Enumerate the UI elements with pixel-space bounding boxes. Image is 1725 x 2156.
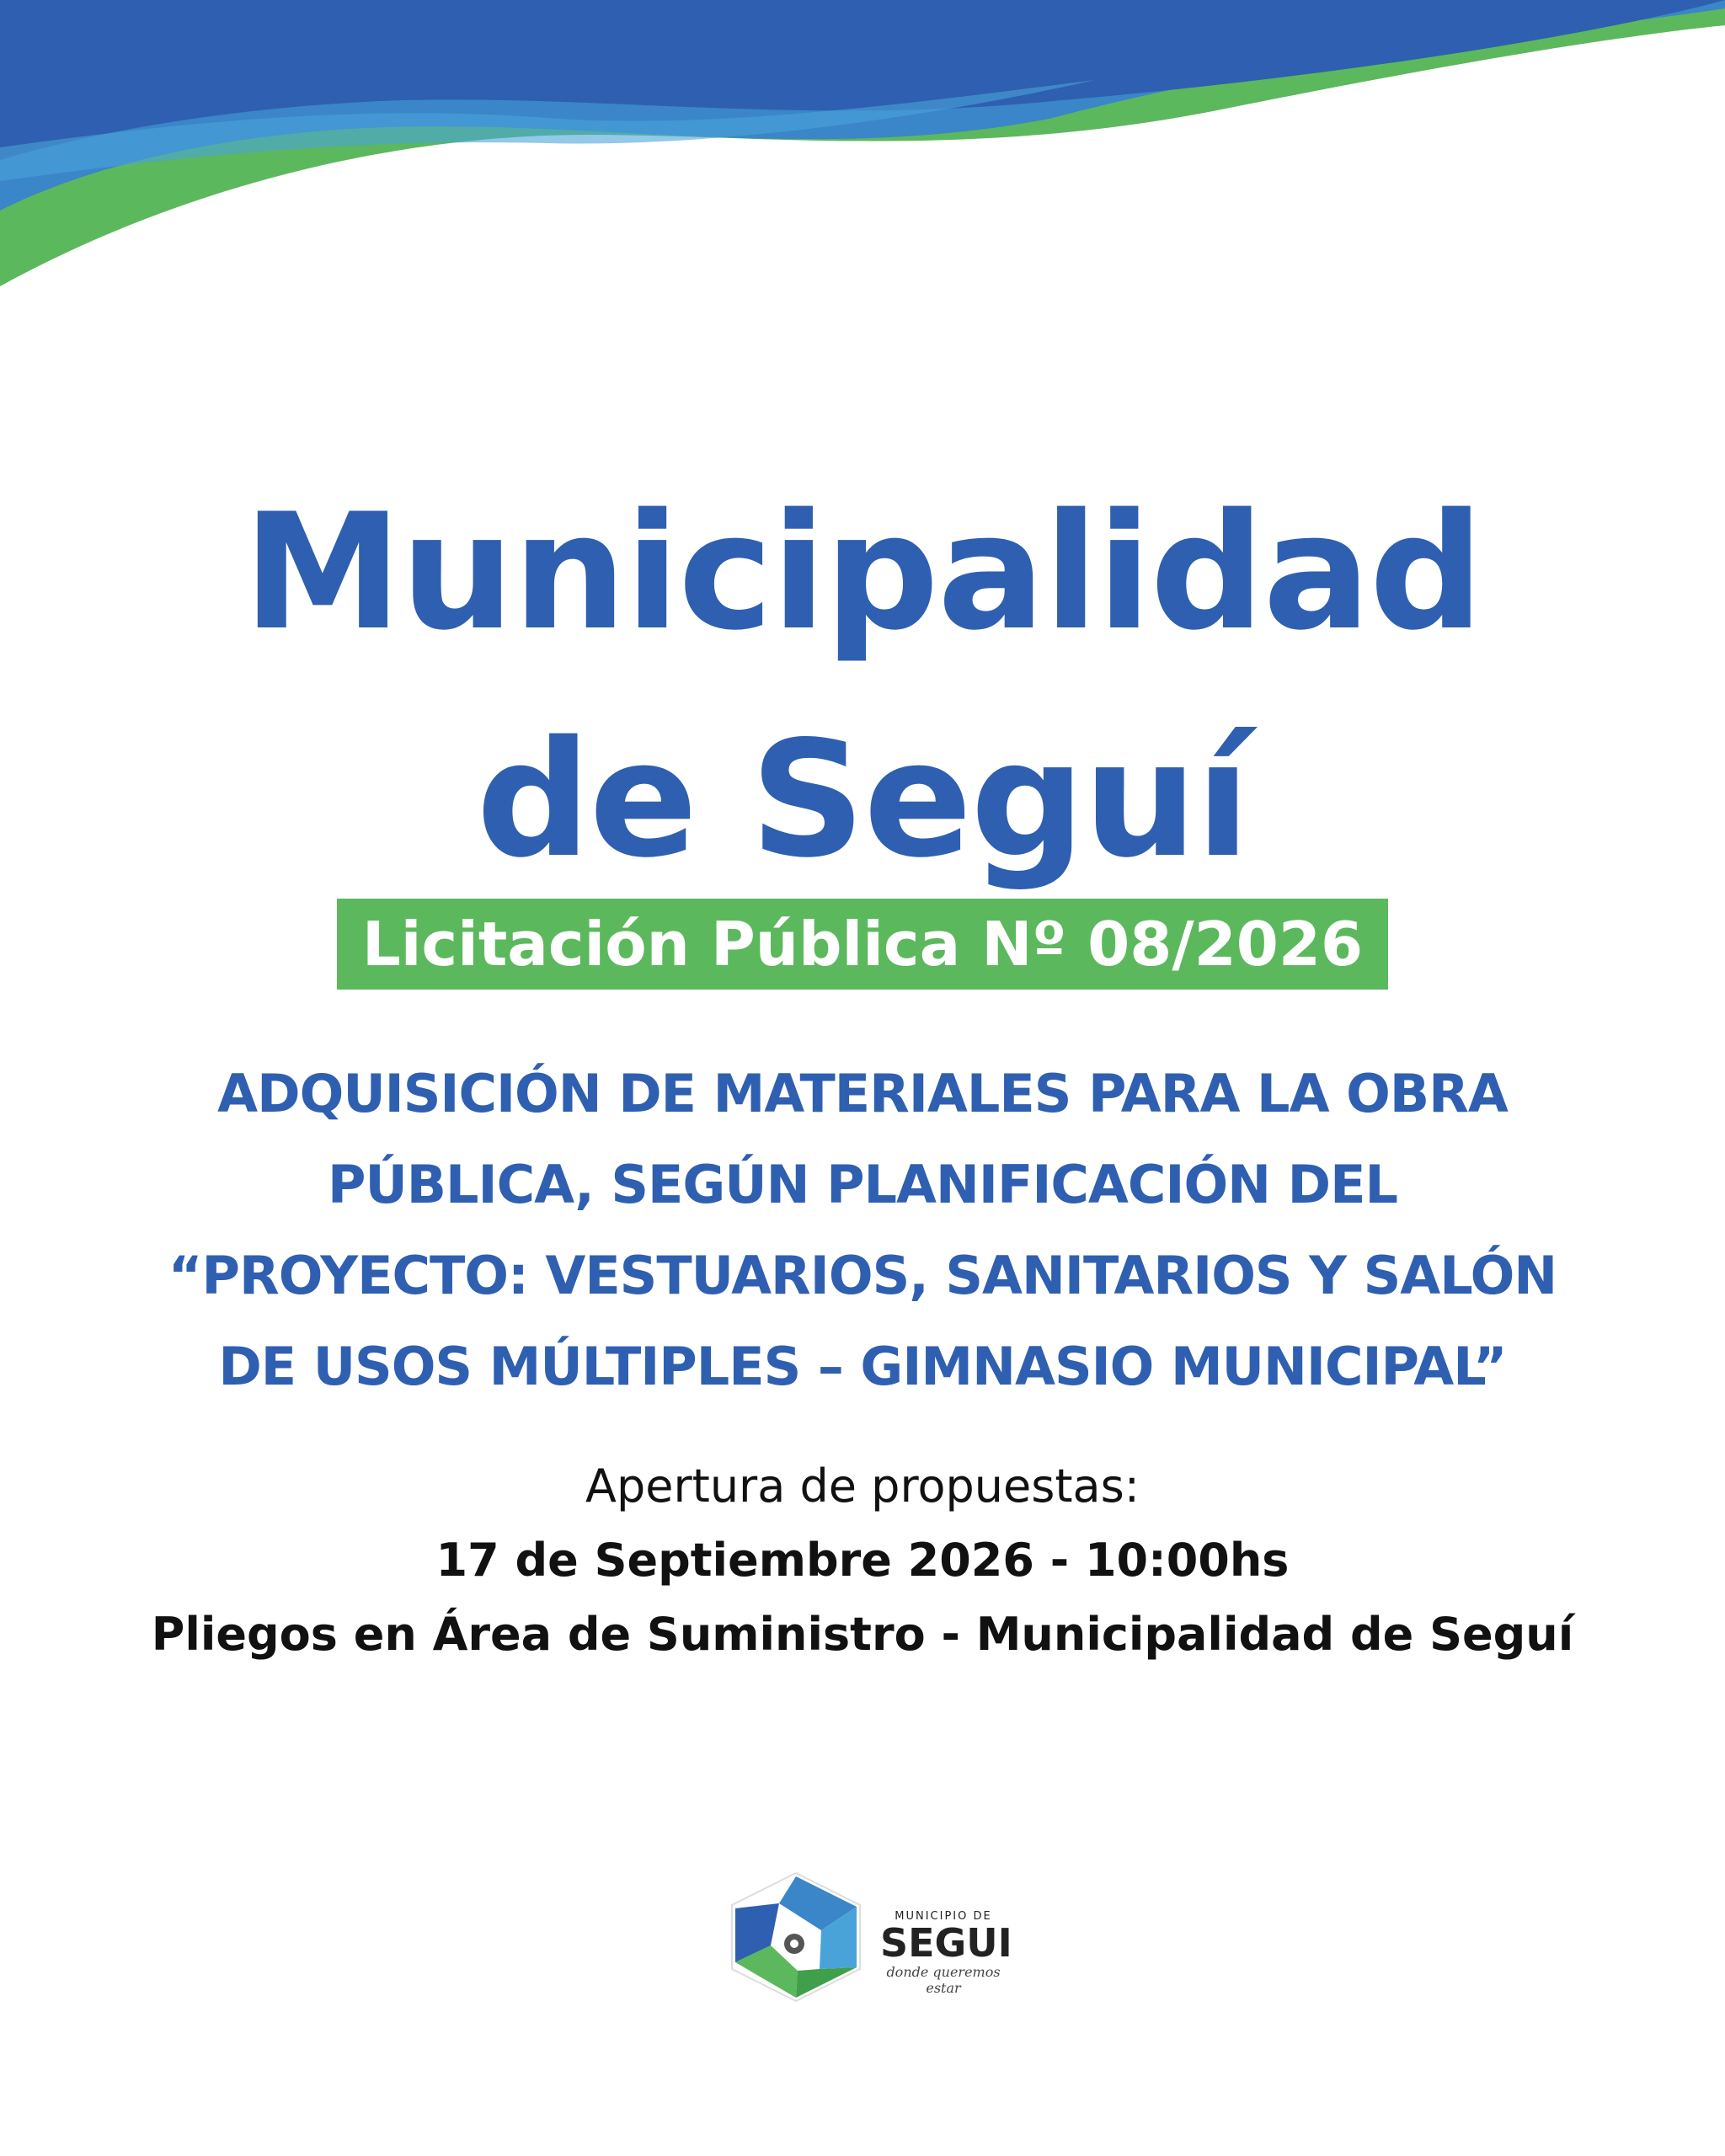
- header-wave-decoration: [0, 0, 1725, 303]
- subject-line: PÚBLICA, SEGÚN PLANIFICACIÓN DEL: [328, 1154, 1397, 1215]
- subject-line: “PROYECTO: VESTUARIOS, SANITARIOS Y SALÓN: [168, 1245, 1557, 1306]
- logo-name: SEGUI: [880, 1920, 1012, 1966]
- page-title-line1: Municipalidad: [243, 479, 1482, 665]
- tender-number-badge: Licitación Pública Nº 08/2026: [337, 899, 1388, 990]
- page-title-line2: de Seguí: [476, 707, 1249, 893]
- opening-label: Apertura de propuestas:: [585, 1460, 1140, 1513]
- tender-badge-container: [0, 899, 1725, 990]
- municipio-logo: [720, 1870, 1012, 2004]
- opening-date: 17 de Septiembre 2026 - 10:00hs: [435, 1534, 1290, 1587]
- documents-location: Pliegos en Área de Suministro - Municipalidad de Seguí: [151, 1608, 1574, 1661]
- logo-small-text: MUNICIPIO DE: [895, 1910, 992, 1923]
- hexagon-emblem-icon: [720, 1870, 872, 2004]
- subject-line: ADQUISICIÓN DE MATERIALES PARA LA OBRA: [217, 1063, 1508, 1124]
- logo-tagline: donde queremos estar: [886, 1964, 1001, 1996]
- subject-line: DE USOS MÚLTIPLES – GIMNASIO MUNICIPAL”: [218, 1336, 1507, 1397]
